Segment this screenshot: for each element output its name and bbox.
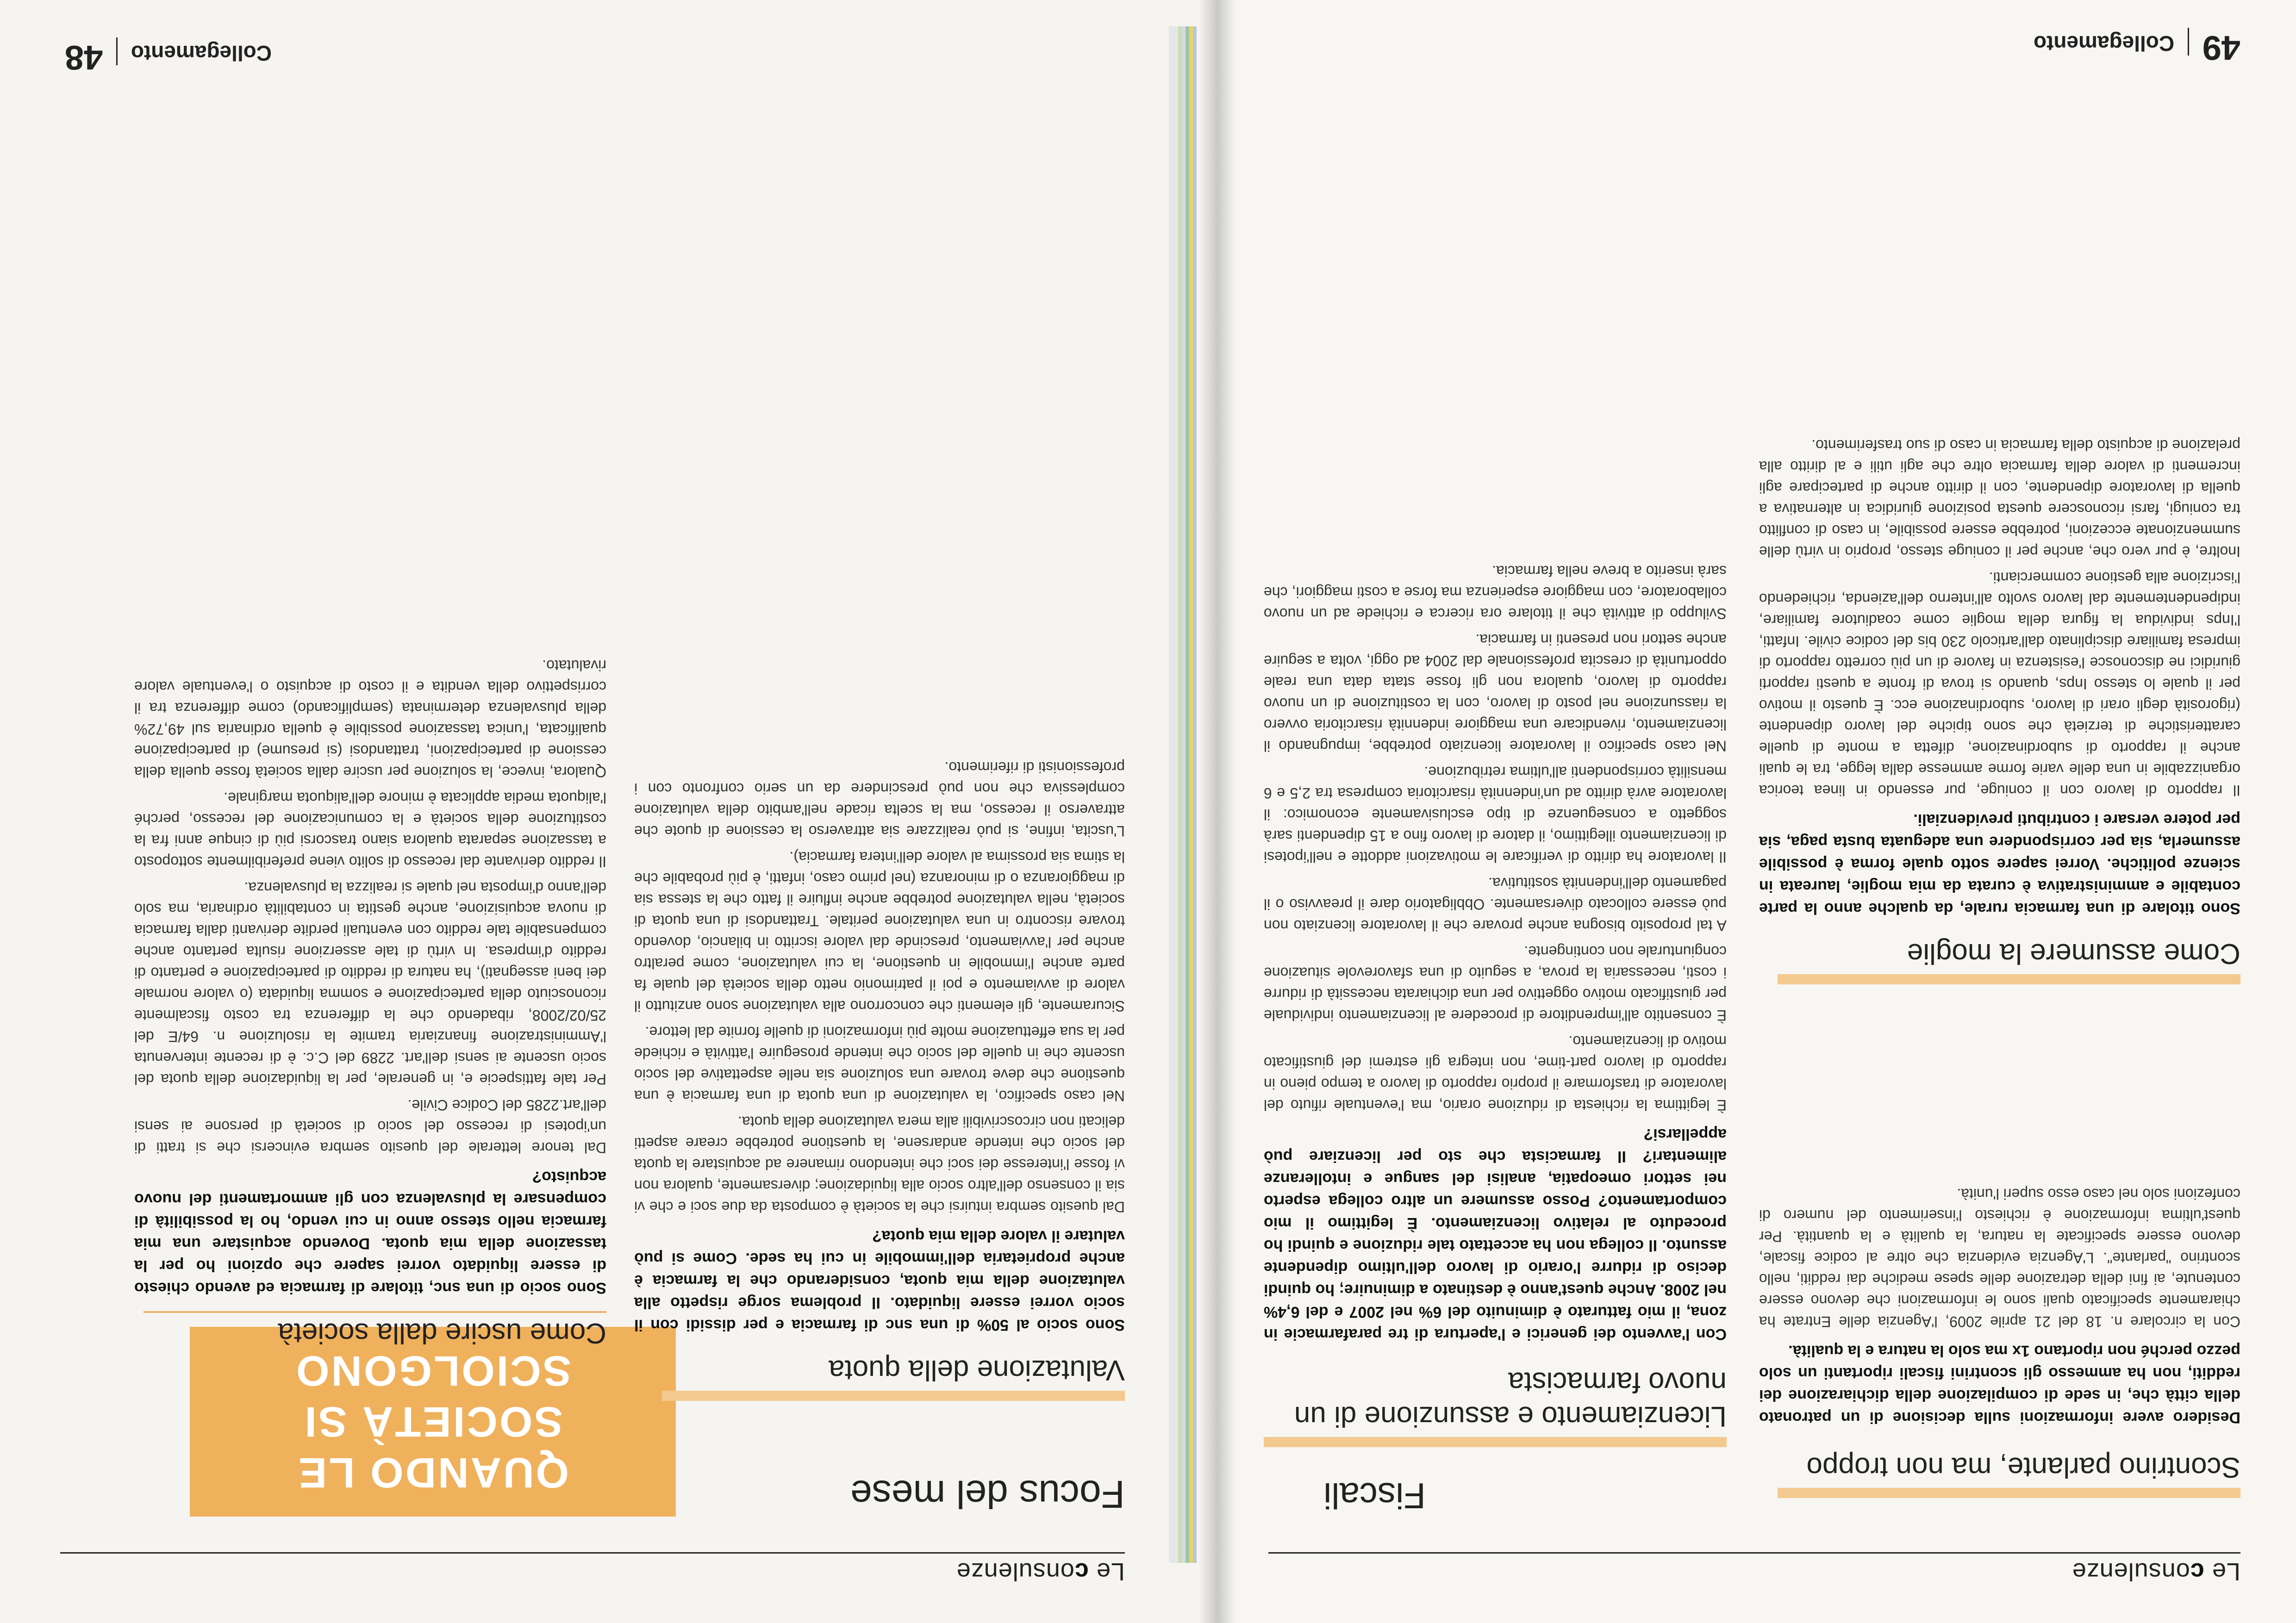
- footer-brand: Collegamento: [131, 41, 272, 65]
- article-title-licenziamento: Licenziamento e assunzione di un nuovo farmacista: [1294, 1366, 1727, 1432]
- article-scontrino: [1759, 1179, 2240, 1429]
- section-title: Fiscali: [1323, 1475, 1426, 1516]
- page-number: 49: [2202, 28, 2240, 67]
- answer-paragraph: Il lavoratore ha diritto di verificare le motivazioni addotte e nell'ipotesi di licenziamento illegittimo, il datore di lavoro fino a 15 dipendenti sarà soggetto a conseguenze di tipo esclusivamente economico: il lavoratore avrà diritto ad un'indennità risarcitoria compresa tra 2,5 e 6 mensilità corrispondenti all'ultima retribuzione.: [1264, 764, 1727, 865]
- article-title-moglie: Come assumere la moglie: [1907, 938, 2240, 970]
- answer-paragraph: Dal tenore letterale del quesito sembra evincersi che si tratti di un'ipotesi di recesso del socio di società di persone ai sensi dell'art.2285 del Codice Civile.: [134, 1097, 606, 1156]
- page-number: 48: [65, 38, 103, 77]
- answer-paragraph: È consentito all'imprenditore di procedere al licenziamento individuale per giustificato motivo oggettivo per una dichiarata necessità di ridurre i costi, necessaria la prova, a seguito di una sfavorevole situazione congiunturale non contingente.: [1264, 943, 1727, 1024]
- page-footer: [65, 37, 272, 77]
- question: Con l'avvento dei generici e l'apertura di tre parafarmacie in zona, il mio fatturato è diminuito del 6% nel 2007 e del 6,4% nel 2008. Anche quest'anno è destinato a diminuire; ho quindi deciso di ridurre l'orario di lavoro dell'ultimo dipendente assunto. Il collega non ha accettato tale riduzione e quindi ho proceduto al relativo licenziamento. È legittimo il mio comportamento? Posso assumere un altro collega esperto nei settori omeopatia, analisi del sangue e intolleranze alimentari? Il farmacista che sto per licenziare può appellarsi?: [1264, 1126, 1727, 1343]
- header-title: Le consulenze: [956, 1558, 1125, 1586]
- article-title-uscire: Come uscire dalla società: [278, 1317, 606, 1349]
- section-title: Focus del mese: [850, 1473, 1125, 1516]
- article-valutazione: [634, 752, 1125, 1336]
- page-header: [1268, 1552, 2240, 1586]
- footer-brand: Collegamento: [2033, 31, 2175, 56]
- title-bar: [1778, 974, 2240, 984]
- answer-paragraph: Sicuramente, gli elementi che concorrono alla valutazione sono anzitutto il valore di avviamento e poi il patrimonio netto della società del quale fa parte anche l'immobile in questione, la cui valutazione, come peraltro anche per l'avviamento, prescinde dal valore iscritto in bilancio, dovendo trovare riscontro in una valutazione peritale. Trattandosi di una quota di società, nella valutazione potrebbe anche influire il fatto che la stessa sia di maggioranza o di minoranza (nel primo caso, infatti, è più probabile che la stima sia prossima al valore dell'intera farmacia).: [634, 849, 1125, 1014]
- article-title-scontrino: Scontrino parlante, ma non troppo: [1806, 1451, 2240, 1483]
- answer-paragraph: Nel caso specifico, la valutazione di una quota di una farmacia è una questione che deve trovare una soluzione sia nelle aspettative del socio uscente che in quelle del socio che intende proseguire l'attività e richiede per la sua effettuazione molte più informazioni di quelle fornite dal lettore.: [634, 1024, 1125, 1104]
- answer-paragraph: Il reddito derivante dal recesso di solito viene preferibilmente sottoposto a tassazione separata qualora siano trascorsi più di cinque anni fra la costituzione della società e la comunicazione del recesso, perché l'aliquota media applicata è minore dell'aliquota marginale.: [134, 790, 606, 870]
- answer-paragraph: A tal proposito bisogna anche provare che il lavoratore licenziato non può essere collocato diversamente. Obbligatorio dare il preavviso o il pagamento dell'indennità sostitutiva.: [1264, 875, 1727, 934]
- article-title-valutazione: Valutazione della quota: [828, 1354, 1125, 1386]
- title-bar: [1264, 1437, 1727, 1447]
- question: Sono titolare di una farmacia rurale, da qualche anno la parte contabile e amministrativa è curata da mia moglie, laureata in scienze politiche. Vorrei sapere sotto quale forma è possibile assumerla, sia per corrispondere una adeguata busta paga, sia per potere versare i contributi previdenziali.: [1759, 811, 2240, 917]
- page-header: [60, 1552, 1125, 1586]
- title-bar: [662, 1391, 1125, 1401]
- page-footer: [2034, 28, 2240, 68]
- answer-paragraph: È legittima la richiesta di riduzione orario, ma l'eventuale rifiuto del lavoratore di trasformare il proprio rapporto di lavoro a tempo pieno in rapporto di lavoro part-time, non integra gli estremi del giustificato motivo di licenziamento.: [1264, 1033, 1727, 1113]
- question: Sono socio di una snc, titolare di farmacia ed avendo chiesto di essere liquidato vorrei sapere che opzioni ho per la tassazione della mia quota. Dovendo acquistare una mia farmacia nello stesso anno in cui vendo, ho la possibilità di compensare la plusvalenza con gli ammortamenti del nuovo acquisto?: [134, 1168, 606, 1297]
- title-underline: [144, 1311, 606, 1313]
- article-uscire: [134, 650, 606, 1299]
- answer-paragraph: Per tale fattispecie e, in generale, per la liquidazione della quota del socio uscente ai sensi dell'art. 2289 del C.c. è di recente intervenuta l'Amministrazione finanziaria tramite la risoluzione n. 64/E del 25/02/2008, ribadendo che la differenza tra costo fiscalmente riconosciuto della partecipazione e somma liquidata (o valore normale dei beni assegnati), ha natura di reddito di partecipazione e pertanto di reddito d'impresa. In virtù di tale asserzione risulta pertanto anche compensabile tale reddito con eventuali perdite derivanti dalla farmacia di nuova acquisizione, anche gestita in contabilità ordinaria, ma solo dell'anno d'imposta nel quale si realizza la plusvalenza.: [134, 879, 606, 1088]
- answer-paragraph: Con la circolare n. 18 del 21 aprile 2009, l'Agenzia delle Entrate ha chiaramente specificato quali sono le informazioni che devono essere contenute, ai fini della detrazione delle spese mediche dai redditi, nello scontrino "parlante". L'Agenzia evidenzia che oltre al codice fiscale, devono essere specificate la natura, la qualità e la quantità. Per quest'ultima informazione è richiesto l'inserimento del numero di confezioni solo nel caso esso superi l'unità.: [1759, 1186, 2240, 1330]
- book-gutter: [1199, 0, 1236, 1623]
- answer-paragraph: L'uscita, infine, si può realizzare sia attraverso la cessione di quote che attraverso il recesso, ma la scelta ricade nell'ambito della valutazione complessiva che non può prescindere da un serio confronto con i professionisti di riferimento.: [634, 759, 1125, 839]
- header-title: Le consulenze: [2071, 1558, 2240, 1586]
- page-edges: [1169, 26, 1197, 1563]
- answer-paragraph: Nel caso specifico il lavoratore licenziato potrebbe, impugnando il licenziamento, rivendicare una maggiore indennità risarcitoria ovvero la riassunzione nel posto di lavoro, con la costituzione di un nuovo rapporto di lavoro, qualora non gli fosse stata data una reale opportunità di crescita professionale dal 2004 ad oggi, volta a seguire anche settori non presenti in farmacia.: [1264, 631, 1727, 754]
- page-49: [1217, 0, 2296, 1623]
- article-licenziamento: [1264, 556, 1727, 1345]
- focus-banner: QUANDO LE SOCIETÀ SI SCIOLGONO: [190, 1327, 676, 1517]
- title-bar: [1778, 1488, 2240, 1498]
- question: Sono socio al 50% di una snc di farmacia e per dissidi con il socio vorrei essere liquidato. Il problema sorge rispetto alla valutazione della mia quota, considerando che la farmacia è anche proprietaria dell'immobile in cui ha sede. Come si può valutare il valore della mia quota?: [634, 1227, 1125, 1334]
- answer-paragraph: Inoltre, è pur vero che, anche per il coniuge stesso, proprio in virtù delle summenzionate eccezioni, potrebbe essere possibile, in caso di conflitto tra coniugi, farsi riconoscere questa posizione giuridica in alternativa a quella di lavoratore dipendente, con il diritto anche di partecipare agli incrementi di valore della farmacia oltre che agli utili e al diritto alla prelazione di acquisto della farmacia in caso di suo trasferimento.: [1759, 437, 2240, 560]
- answer-paragraph: Qualora, invece, la soluzione per uscire dalla società fosse quella della cessione di partecipazioni, trattandosi (si presume) di partecipazione qualificata, l'unica tassazione possibile è quella ordinaria sul 49,72% della plusvalenza determinata (semplificando) come differenza tra il corrispettivo della vendita e il costo di acquisto o l'eventuale valore rivalutato.: [134, 657, 606, 780]
- answer-paragraph: Dal quesito sembra intuirsi che la società è composta da due soci e che vi sia il consenso dell'altro socio alla liquidazione; diversamente, qualora non vi fosse l'interesse dei soci che intendono rimanere ad acquistare la quota del socio che intende andarsene, la questione potrebbe creare aspetti delicati non circoscrivibili alla mera valutazione della quota.: [634, 1113, 1125, 1215]
- answer-paragraph: Il rapporto di lavoro con il coniuge, pur essendo in linea teorica organizzabile in una delle varie forme ammesse dalla legge, tra le quali anche il rapporto di subordinazione, difetta a monte di quelle caratteristiche di terzietà che sono tipiche del lavoro dipendente (rigorosità degli orari di lavoro, subordinazione ecc. È questo il motivo per il quale lo stesso Inps, quando si trova di fronte a questi rapporti giuridici ne disconosce l'esistenza in favore di un più corretto rapporto di impresa familiare disciplinato dall'articolo 230 bis del codice civile. Infatti, l'Inps individua la figura della moglie come coadiutore familiare, indipendentemente dal lavoro svolto all'interno dell'azienda, richiedendo l'iscrizione alla gestione commercianti.: [1759, 569, 2240, 799]
- article-moglie: [1759, 430, 2240, 920]
- answer-paragraph: Sviluppo di attività che il titolare ora ricerca e richiede ad un nuovo collaboratore, con maggiore esperienza ma forse a costi maggiori, che sarà inserito a breve nella farmacia.: [1264, 563, 1727, 622]
- question: Desidero avere informazioni sulla decisione di un patronato della città che, in sede di compilazione della dichiarazione dei redditi, non ha ammesso gli scontrini fiscali riportanti un solo pezzo perché non riportano 1x ma solo la natura e la qualità.: [1759, 1342, 2240, 1426]
